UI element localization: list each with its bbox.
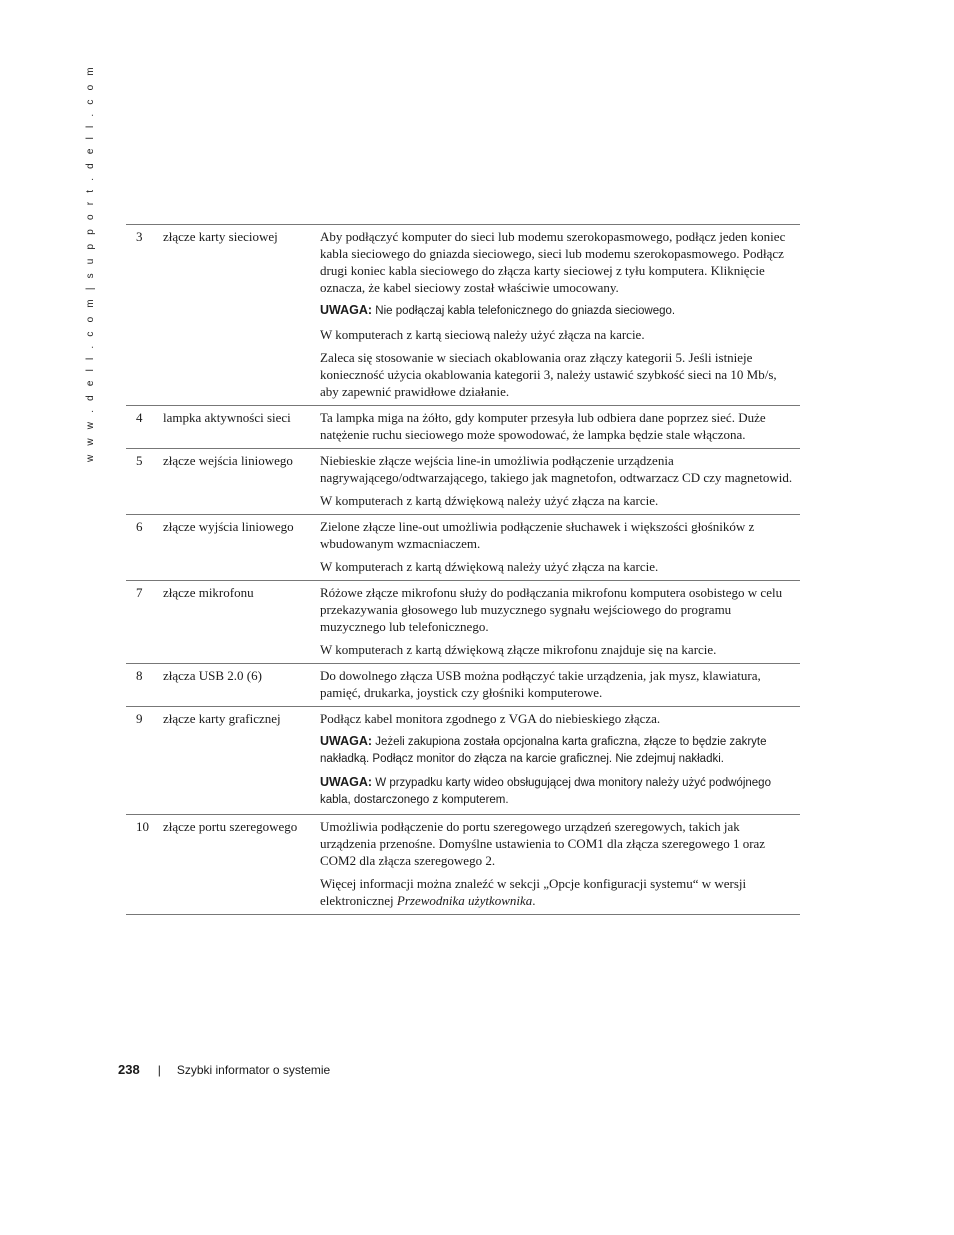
footer-separator: | bbox=[157, 1063, 161, 1077]
table-row bbox=[126, 815, 800, 915]
note-label: UWAGA: bbox=[320, 734, 373, 748]
connector-name: złącza USB 2.0 (6) bbox=[163, 668, 262, 683]
note bbox=[320, 774, 796, 809]
table-row bbox=[126, 707, 800, 815]
connector-name: złącze wejścia liniowego bbox=[163, 453, 293, 468]
footer-title: Szybki informator o systemie bbox=[176, 1063, 331, 1077]
connector-name: złącze karty sieciowej bbox=[163, 229, 278, 244]
connector-table bbox=[126, 224, 800, 915]
note bbox=[320, 733, 796, 768]
table-row bbox=[126, 581, 800, 664]
row-number: 9 bbox=[136, 711, 143, 726]
connector-name: złącze wyjścia liniowego bbox=[163, 519, 294, 534]
description-paragraph: W komputerach z kartą dźwiękową należy użyć złącza na karcie. bbox=[320, 559, 659, 574]
guide-title: Przewodnika użytkownika bbox=[396, 893, 533, 908]
connector-description bbox=[320, 818, 800, 909]
description-paragraph: Do dowolnego złącza USB można podłączyć takie urządzenia, jak mysz, klawiatura, pamięć, drukarka, joystick czy głośniki komputerowe. bbox=[320, 668, 761, 700]
connector-name: złącze karty graficznej bbox=[163, 711, 281, 726]
note-label: UWAGA: bbox=[320, 303, 373, 317]
reference-text: Więcej informacji można znaleźć w sekcji „Opcje konfiguracji systemu“ w wersji elektronicznej bbox=[320, 876, 747, 908]
table-row bbox=[126, 225, 800, 406]
side-url: w w w . d e l l . c o m | s u p p o r t . d e l l . c o m bbox=[85, 64, 96, 462]
connector-name: złącze portu szeregowego bbox=[163, 819, 298, 834]
table-row bbox=[126, 406, 800, 449]
row-number: 6 bbox=[136, 519, 143, 534]
reference-end: . bbox=[532, 893, 536, 908]
table-row bbox=[126, 664, 800, 707]
note-text: W przypadku karty wideo obsługującej dwa monitory należy użyć podwójnego kabla, dostarczonego z komputerem. bbox=[320, 777, 771, 806]
note-text: Jeżeli zakupiona została opcjonalna karta graficzna, złącze to będzie zakryte nakładką. Podłącz monitor do złącza na karcie graficznej. Nie zdejmuj nakładki. bbox=[320, 736, 767, 765]
connector-description bbox=[320, 710, 800, 809]
note-text: Nie podłączaj kabla telefonicznego do gniazda sieciowego. bbox=[375, 305, 676, 317]
row-number: 7 bbox=[136, 585, 143, 600]
description-paragraph: Ta lampka miga na żółto, gdy komputer przesyła lub odbiera dane poprzez sieć. Duże natężenie ruchu sieciowego może spowodować, że lampka będzie stale włączona. bbox=[320, 410, 766, 442]
note bbox=[320, 302, 796, 320]
description-paragraph: Niebieskie złącze wejścia line-in umożliwia podłączenie urządzenia nagrywającego/odtwarzającego, takiego jak magnetofon, odtwarzacz CD czy magnetowid. bbox=[320, 453, 793, 485]
row-number: 10 bbox=[136, 819, 149, 834]
connector-description bbox=[320, 452, 800, 509]
row-number: 8 bbox=[136, 668, 143, 683]
table-row bbox=[126, 449, 800, 515]
connector-description bbox=[320, 584, 800, 658]
connector-description bbox=[320, 667, 800, 701]
connector-name: złącze mikrofonu bbox=[163, 585, 254, 600]
connector-name: lampka aktywności sieci bbox=[163, 410, 291, 425]
description-paragraph: W komputerach z kartą sieciową należy użyć złącza na karcie. bbox=[320, 327, 645, 342]
description-paragraph: Umożliwia podłączenie do portu szeregowego urządzeń szeregowych, takich jak urządzenia przenośne. Domyślne ustawienia to COM1 dla złącza szeregowego 1 oraz COM2 dla złącza szeregowego 2. bbox=[320, 819, 766, 868]
connector-description bbox=[320, 518, 800, 575]
row-number: 5 bbox=[136, 453, 143, 468]
description-paragraph: Aby podłączyć komputer do sieci lub modemu szerokopasmowego, podłącz jeden koniec kabla sieciowego do gniazda sieciowego, sieci lub modemu szerokopasmowego. Podłącz drugi koniec kabla sieciowego do złącza karty sieciowej z tyłu komputera. Kliknięcie oznacza, że kabel sieciowy został właściwie umocowany. bbox=[320, 229, 786, 295]
description-paragraph: Zielone złącze line-out umożliwia podłączenie słuchawek i większości głośników z wbudowanym wzmacniaczem. bbox=[320, 519, 755, 551]
description-paragraph: Podłącz kabel monitora zgodnego z VGA do niebieskiego złącza. bbox=[320, 711, 661, 726]
page-footer bbox=[118, 1062, 330, 1077]
description-paragraph: W komputerach z kartą dźwiękową należy użyć złącza na karcie. bbox=[320, 493, 659, 508]
table-row bbox=[126, 515, 800, 581]
row-number: 3 bbox=[136, 229, 143, 244]
note-label: UWAGA: bbox=[320, 775, 373, 789]
description-paragraph: Zaleca się stosowanie w sieciach okablowania oraz złączy kategorii 5. Jeśli istnieje konieczność użycia okablowania kategorii 3, należy ustawić szybkość sieci na 10 Mb/s, aby zapewnić prawidłowe działanie. bbox=[320, 350, 777, 399]
description-paragraph bbox=[320, 875, 796, 909]
page-number: 238 bbox=[118, 1062, 140, 1077]
connector-description bbox=[320, 228, 800, 400]
row-number: 4 bbox=[136, 410, 143, 425]
description-paragraph: Różowe złącze mikrofonu służy do podłączania mikrofonu komputera osobistego w celu przekazywania głosowego lub muzycznego sygnału wejściowego do programu muzycznego lub telefonicznego. bbox=[320, 585, 783, 634]
description-paragraph: W komputerach z kartą dźwiękową złącze mikrofonu znajduje się na karcie. bbox=[320, 642, 717, 657]
connector-description bbox=[320, 409, 800, 443]
